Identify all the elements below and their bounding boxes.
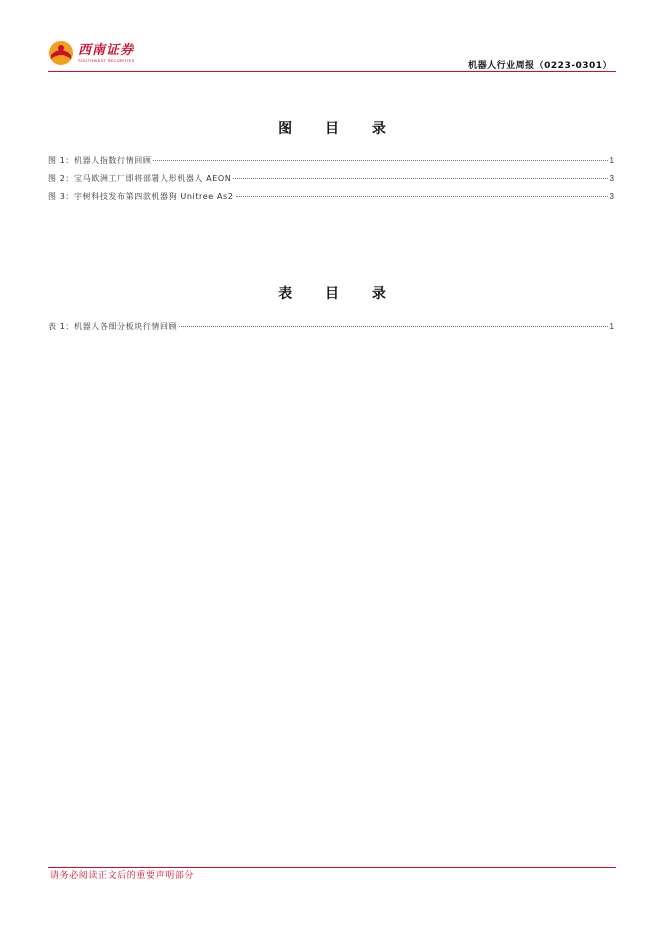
toc-entry-label: 图 1：机器人指数行情回顾 [48, 156, 152, 165]
company-logo [48, 40, 135, 66]
toc-entry-page: 1 [609, 322, 614, 331]
toc-entry-label: 图 3：宇树科技发布第四款机器狗 Unitree As2 [48, 192, 234, 201]
toc-entry-page: 1 [609, 156, 614, 165]
toc-entry-figure-2[interactable] [48, 170, 614, 188]
footer-disclaimer: 请务必阅读正文后的重要声明部分 [50, 871, 195, 881]
logo-english-name: SOUTHWEST SECURITIES [78, 57, 135, 63]
dot-leader [233, 178, 607, 179]
toc-entry-label: 图 2：宝马欧洲工厂即将部署人形机器人 AEON [48, 174, 232, 183]
report-title: 机器人行业周报（0223-0301） [468, 61, 612, 71]
toc-entry-figure-1[interactable] [48, 152, 614, 170]
figures-toc-title: 图 目 录 [278, 121, 400, 137]
page-header [48, 38, 616, 74]
toc-entry-table-1[interactable] [48, 318, 614, 336]
toc-entry-page: 3 [609, 174, 614, 183]
toc-entry-label: 表 1：机器人各细分板块行情回顾 [48, 322, 178, 331]
logo-emblem-icon [48, 40, 74, 66]
tables-toc-title: 表 目 录 [278, 286, 400, 302]
dot-leader [236, 196, 608, 197]
dot-leader [179, 326, 607, 327]
dot-leader [153, 160, 607, 161]
toc-entry-figure-3[interactable] [48, 188, 614, 206]
tables-toc-list [48, 318, 614, 336]
logo-chinese-name: 西南证券 [78, 42, 135, 58]
figures-toc-list [48, 152, 614, 206]
toc-entry-page: 3 [609, 192, 614, 201]
header-divider [48, 71, 616, 72]
